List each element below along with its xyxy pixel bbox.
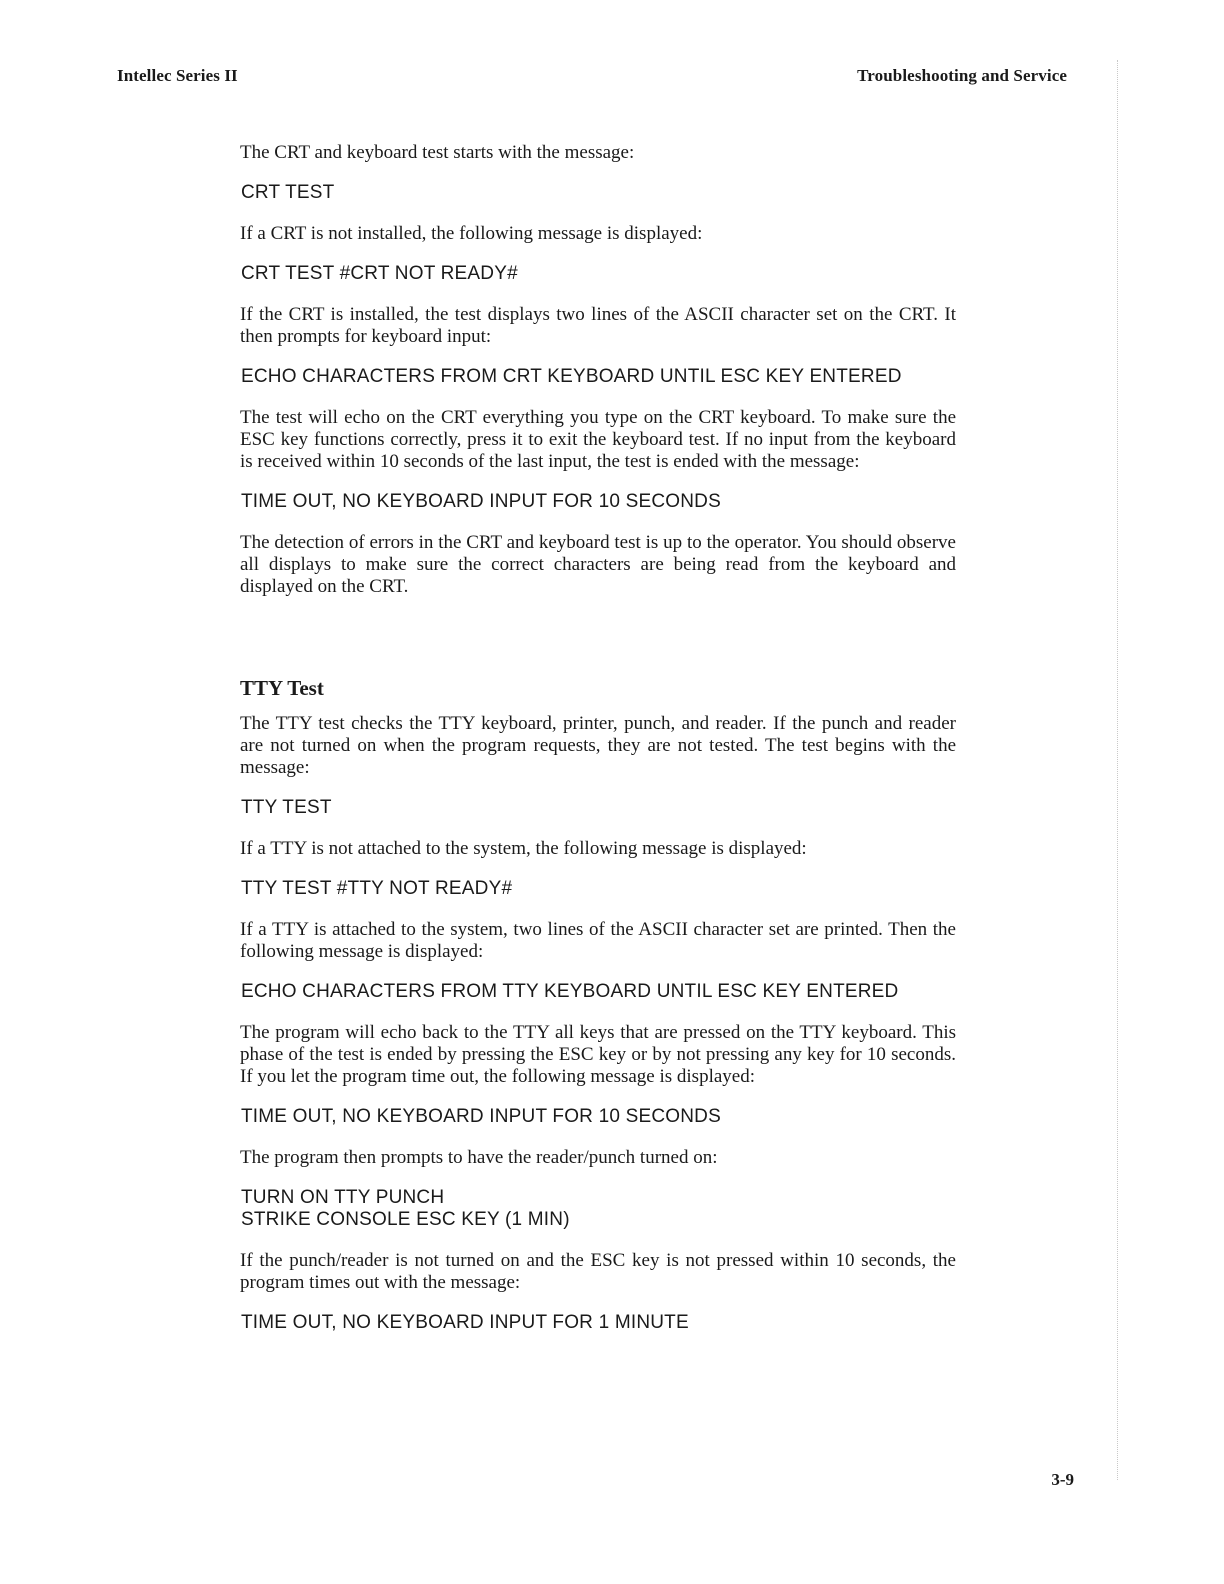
console-message-line: STRIKE CONSOLE ESC KEY (1 MIN) bbox=[241, 1209, 570, 1230]
crt-keyboard-test-section bbox=[240, 142, 956, 598]
console-message: TTY TEST bbox=[241, 797, 332, 818]
console-message: TIME OUT, NO KEYBOARD INPUT FOR 10 SECONDS bbox=[241, 491, 721, 512]
console-message: TTY TEST #TTY NOT READY# bbox=[241, 878, 513, 899]
paragraph: If a CRT is not installed, the following message is displayed: bbox=[240, 223, 703, 244]
paragraph: The detection of errors in the CRT and keyboard test is up to the operator. You should observe all displays to make sure the correct characters are being read from the keyboard and displayed on the CRT. bbox=[240, 532, 956, 597]
console-message: ECHO CHARACTERS FROM CRT KEYBOARD UNTIL ESC KEY ENTERED bbox=[241, 366, 902, 387]
console-message: TIME OUT, NO KEYBOARD INPUT FOR 10 SECONDS bbox=[241, 1106, 721, 1127]
paragraph: The TTY test checks the TTY keyboard, printer, punch, and reader. If the punch and reader are not turned on when the program requests, they are not tested. The test begins with the message: bbox=[240, 713, 956, 778]
console-message: CRT TEST #CRT NOT READY# bbox=[241, 263, 518, 284]
paragraph: The program then prompts to have the reader/punch turned on: bbox=[240, 1147, 718, 1168]
console-message-line: TURN ON TTY PUNCH bbox=[241, 1187, 445, 1208]
page-body bbox=[240, 142, 956, 1353]
paragraph: The program will echo back to the TTY all keys that are pressed on the TTY keyboard. This phase of the test is ended by pressing the ESC key or by not pressing any key for 10 seconds. If you let the program time out, the following message is displayed: bbox=[240, 1022, 956, 1087]
paragraph: If the punch/reader is not turned on and the ESC key is not pressed within 10 seconds, the program times out with the message: bbox=[240, 1250, 956, 1293]
paragraph: If the CRT is installed, the test displays two lines of the ASCII character set on the CRT. It then prompts for keyboard input: bbox=[240, 304, 956, 347]
console-message bbox=[241, 1187, 956, 1231]
paragraph: The test will echo on the CRT everything you type on the CRT keyboard. To make sure the ESC key functions correctly, press it to exit the keyboard test. If no input from the keyboard is received within 10 seconds of the last input, the test is ended with the message: bbox=[240, 407, 956, 472]
section-heading: TTY Test bbox=[240, 676, 324, 700]
tty-test-section bbox=[240, 676, 956, 1334]
console-message: TIME OUT, NO KEYBOARD INPUT FOR 1 MINUTE bbox=[241, 1312, 689, 1333]
running-header-right: Troubleshooting and Service bbox=[857, 66, 1067, 85]
console-message: ECHO CHARACTERS FROM TTY KEYBOARD UNTIL ESC KEY ENTERED bbox=[241, 981, 899, 1002]
margin-dotted-rule bbox=[1117, 60, 1118, 1480]
running-header-left: Intellec Series II bbox=[117, 66, 238, 85]
page-number: 3-9 bbox=[1051, 1470, 1074, 1489]
paragraph: If a TTY is not attached to the system, the following message is displayed: bbox=[240, 838, 807, 859]
console-message: CRT TEST bbox=[241, 182, 335, 203]
paragraph: If a TTY is attached to the system, two lines of the ASCII character set are printed. Then the following message is displayed: bbox=[240, 919, 956, 962]
paragraph: The CRT and keyboard test starts with the message: bbox=[240, 142, 635, 163]
